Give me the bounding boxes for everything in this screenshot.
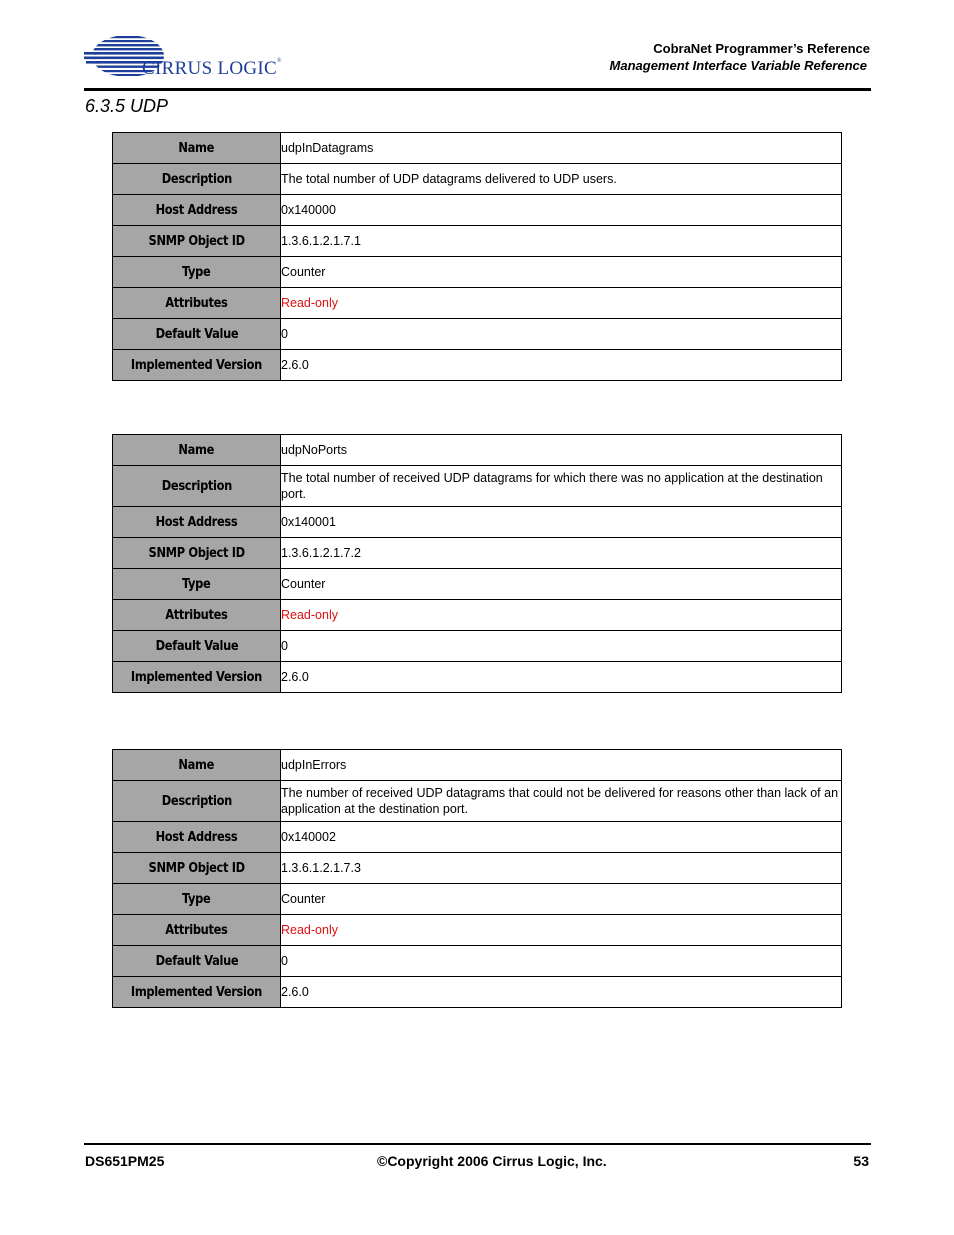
type-label: Type <box>113 884 281 915</box>
attributes-label: Attributes <box>113 288 281 319</box>
description-value: The number of received UDP datagrams that could not be delivered for reasons other than lack of an application at the destination port. <box>281 781 842 822</box>
attributes-value: Read-only <box>281 600 842 631</box>
default-value-value: 0 <box>281 946 842 977</box>
default-value-value: 0 <box>281 319 842 350</box>
header-subtitle: Management Interface Variable Reference <box>609 58 867 73</box>
table-row <box>113 946 842 977</box>
default-value-label: Default Value <box>113 946 281 977</box>
host-address-label: Host Address <box>113 822 281 853</box>
host-address-label: Host Address <box>113 507 281 538</box>
table-row <box>113 569 842 600</box>
default-value-label: Default Value <box>113 631 281 662</box>
table-row <box>113 466 842 507</box>
implemented-version-value: 2.6.0 <box>281 662 842 693</box>
table-row <box>113 781 842 822</box>
type-label: Type <box>113 257 281 288</box>
description-label: Description <box>113 781 281 822</box>
host-address-value: 0x140001 <box>281 507 842 538</box>
variable-table-udpnoports <box>112 434 842 693</box>
snmp-object-id-value: 1.3.6.1.2.1.7.2 <box>281 538 842 569</box>
table-row <box>113 884 842 915</box>
table-row <box>113 750 842 781</box>
table-row <box>113 435 842 466</box>
table-row <box>113 288 842 319</box>
table-row <box>113 350 842 381</box>
snmp-object-id-label: SNMP Object ID <box>113 538 281 569</box>
cirrus-logic-logo <box>84 34 294 80</box>
type-label: Type <box>113 569 281 600</box>
implemented-version-label: Implemented Version <box>113 977 281 1008</box>
attributes-value: Read-only <box>281 915 842 946</box>
logo-wordmark: CIRRUS LOGIC® <box>142 58 282 79</box>
default-value-label: Default Value <box>113 319 281 350</box>
snmp-object-id-value: 1.3.6.1.2.1.7.3 <box>281 853 842 884</box>
description-value: The total number of received UDP datagrams for which there was no application at the destination port. <box>281 466 842 507</box>
table-row <box>113 853 842 884</box>
attributes-label: Attributes <box>113 915 281 946</box>
header-title: CobraNet Programmer’s Reference <box>653 41 870 56</box>
table-row <box>113 538 842 569</box>
implemented-version-label: Implemented Version <box>113 350 281 381</box>
table-row <box>113 319 842 350</box>
variable-table-udpindatagrams <box>112 132 842 381</box>
description-label: Description <box>113 466 281 507</box>
attributes-label: Attributes <box>113 600 281 631</box>
name-label: Name <box>113 435 281 466</box>
table-row <box>113 257 842 288</box>
table-row <box>113 195 842 226</box>
table-row <box>113 164 842 195</box>
type-value: Counter <box>281 569 842 600</box>
type-value: Counter <box>281 257 842 288</box>
host-address-value: 0x140000 <box>281 195 842 226</box>
default-value-value: 0 <box>281 631 842 662</box>
table-row <box>113 226 842 257</box>
table-row <box>113 822 842 853</box>
table-row <box>113 133 842 164</box>
implemented-version-value: 2.6.0 <box>281 350 842 381</box>
type-value: Counter <box>281 884 842 915</box>
host-address-value: 0x140002 <box>281 822 842 853</box>
snmp-object-id-value: 1.3.6.1.2.1.7.1 <box>281 226 842 257</box>
name-value: udpInErrors <box>281 750 842 781</box>
header-rule <box>84 88 871 91</box>
table-row <box>113 915 842 946</box>
variable-table-udpinerrors <box>112 749 842 1008</box>
table-row <box>113 507 842 538</box>
name-label: Name <box>113 750 281 781</box>
implemented-version-value: 2.6.0 <box>281 977 842 1008</box>
copyright-notice: ©Copyright 2006 Cirrus Logic, Inc. <box>377 1153 607 1169</box>
table-row <box>113 631 842 662</box>
description-label: Description <box>113 164 281 195</box>
snmp-object-id-label: SNMP Object ID <box>113 226 281 257</box>
document-id: DS651PM25 <box>85 1153 165 1169</box>
name-value: udpNoPorts <box>281 435 842 466</box>
attributes-value: Read-only <box>281 288 842 319</box>
description-value: The total number of UDP datagrams delivered to UDP users. <box>281 164 842 195</box>
page-number: 53 <box>853 1153 869 1169</box>
footer-rule <box>84 1143 871 1145</box>
host-address-label: Host Address <box>113 195 281 226</box>
snmp-object-id-label: SNMP Object ID <box>113 853 281 884</box>
table-row <box>113 662 842 693</box>
implemented-version-label: Implemented Version <box>113 662 281 693</box>
table-row <box>113 977 842 1008</box>
table-row <box>113 600 842 631</box>
name-value: udpInDatagrams <box>281 133 842 164</box>
section-title: 6.3.5 UDP <box>85 96 169 116</box>
name-label: Name <box>113 133 281 164</box>
